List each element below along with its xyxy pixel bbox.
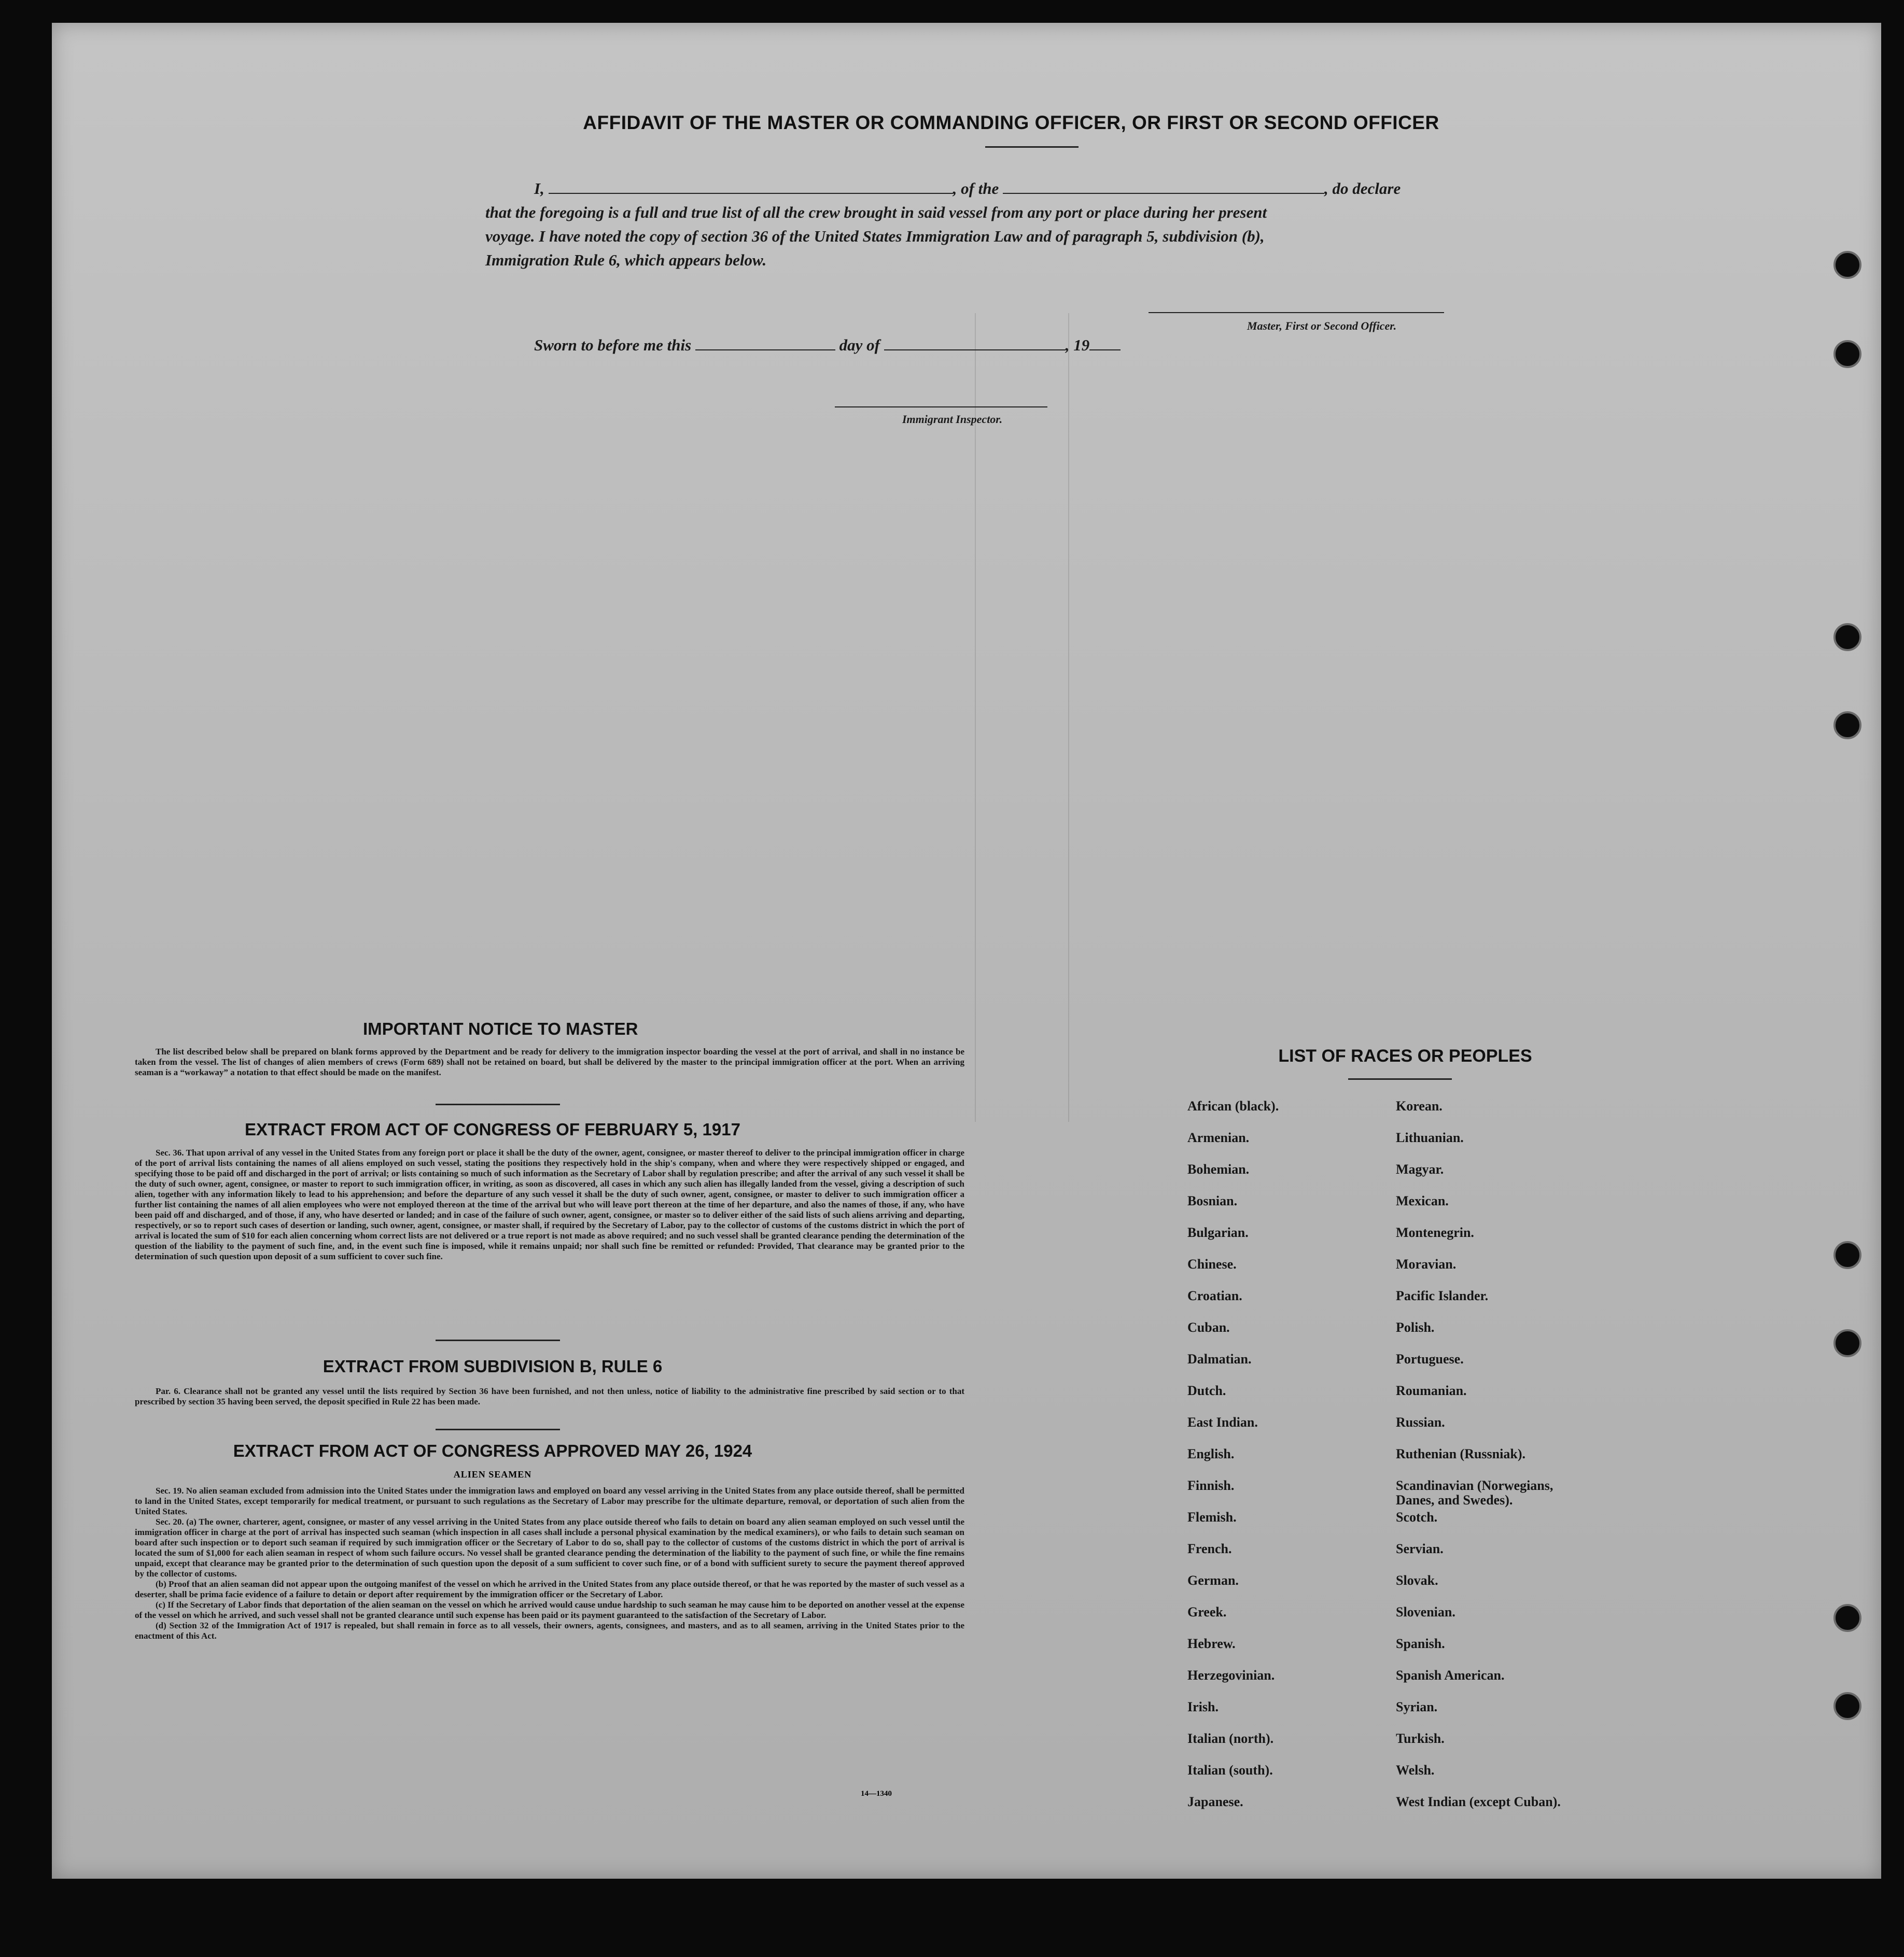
section-19-paragraph: Sec. 19. No alien seaman excluded from admission into the United States under the immigration laws and employed on board any vessel arriving in the United States from any place outside thereof, shall be permitted to land in the United States, except temporarily for medical treatment, or pursuant to such regulations as the Secretary of Labor may prescribe for the ultimate departure, removal, or deportation of such alien from the United States. [135, 1486, 964, 1516]
declarant-name-field[interactable] [549, 180, 953, 194]
race-item-left: Greek. [1187, 1604, 1227, 1620]
race-item-right: Ruthenian (Russniak). [1396, 1446, 1525, 1461]
alien-seamen-subtitle: ALIEN SEAMEN [453, 1469, 532, 1480]
vessel-name-field[interactable] [1003, 180, 1324, 194]
notice-paragraph: The list described below shall be prepared on blank forms approved by the Department and be ready for delivery to the immigration inspector boarding the vessel at the port of arrival, and shall in no instance be taken from the vessel. The list of changes of alien members of crews (Form 689) shall not be retained on board, but shall be delivered by the master to the principal immigration officer at the port. When an arriving seaman is a “workaway” a notation to that effect should be made on the manifest. [135, 1047, 964, 1077]
extract-1917-body [135, 1148, 964, 1262]
sworn-line [534, 336, 1121, 355]
punch-hole [1833, 1692, 1861, 1720]
race-item-right: Lithuanian. [1396, 1130, 1464, 1145]
race-item-right: Spanish. [1396, 1636, 1445, 1651]
race-item-left: Dutch. [1187, 1383, 1226, 1398]
race-item-right: Russian. [1396, 1415, 1445, 1430]
race-item-left: Hebrew. [1187, 1636, 1236, 1651]
section-20b-paragraph: (b) Proof that an alien seaman did not appear upon the outgoing manifest of the vessel on which he arrived in the United States from any place outside thereof, or that he was reported by the master of such vessel as a deserter, shall be prima facie evidence of a failure to detain or deport after requirement by the immigration officer or the Secretary of Labor. [135, 1579, 964, 1599]
race-item-right: Spanish American. [1396, 1668, 1505, 1683]
race-item-left: Italian (south). [1187, 1763, 1273, 1778]
race-item-right: Welsh. [1396, 1763, 1435, 1778]
form-number: 14—1340 [861, 1790, 892, 1798]
race-item-left: Italian (north). [1187, 1731, 1274, 1746]
section-20d-paragraph: (d) Section 32 of the Immigration Act of 1917 is repealed, but shall remain in force as to all vessels, their owners, agents, consignees, and masters, and as to all seamen, arriving in the United States prior to the enactment of this Act. [135, 1621, 964, 1641]
race-item-right: Polish. [1396, 1320, 1435, 1335]
inspector-caption: Immigrant Inspector. [902, 413, 1003, 426]
affidavit-line-3: voyage. I have noted the copy of section 36 of the United States Immigration Law and of paragraph 5, subdivision (b), [485, 227, 1265, 245]
punch-hole [1833, 251, 1861, 279]
affidavit-title: AFFIDAVIT OF THE MASTER OR COMMANDING OFFICER, OR FIRST OR SECOND OFFICER [583, 112, 1439, 133]
race-item-right: Scotch. [1396, 1510, 1438, 1525]
do-declare-label: , do declare [1324, 179, 1401, 198]
extract-1924-body [135, 1486, 964, 1641]
extract-rule6-body [135, 1386, 964, 1407]
section-36-paragraph: Sec. 36. That upon arrival of any vessel in the United States from any foreign port or place it shall be the duty of the owner, agent, consignee, or master thereof to deliver to the principal immigration officer in charge of the port of arrival lists containing the names of all aliens employed on such vessel, stating the positions they respectively hold in the ship's company, when and where they were respectively shipped or engaged, and specifying those to be paid off and discharged in the port of arrival; or lists containing so much of such information as the Secretary of Labor shall by regulation prescribe; and after the arrival of any such vessel it shall be the duty of such owner, agent, consignee, or master to report to such immigration officer, in writing, as soon as discovered, all cases in which any such alien has illegally landed from the vessel, giving a description of such alien, together with any information likely to lead to his apprehension; and before the departure of any such vessel it shall be the duty of such owner, agent, consignee, or master to deliver to such immigration officer a further list containing the names of all alien employees who were not employed thereon at the time of the arrival but who will leave port thereon at the time of her departure, and also the names of those, if any, who have been paid off and discharged, and of those, if any, who have deserted or landed; and in case of the failure of such owner, agent, consignee, or master so to deliver either of the said lists of such aliens arriving and departing, respectively, or so to report such cases of desertion or landing, such owner, agent, consignee, or master shall, if required by the Secretary of Labor, pay to the collector of customs of the customs district in which the port of arrival is located the sum of $10 for each alien concerning whom correct lists are not delivered or a true report is not made as above required; and no such vessel shall be granted clearance pending the determination of the question of the liability to the payment of such fine, and, in the event such fine is imposed, while it remains unpaid; nor shall such fine be remitted or refunded: Provided, That clearance may be granted prior to the determination of such question upon deposit of a sum sufficient to cover such fine. [135, 1148, 964, 1261]
race-item-right: Turkish. [1396, 1731, 1445, 1746]
race-item-left: Bosnian. [1187, 1193, 1238, 1208]
race-item-left: Japanese. [1187, 1794, 1243, 1809]
race-item-left: African (black). [1187, 1099, 1279, 1114]
punch-hole [1833, 340, 1861, 368]
race-item-right: Servian. [1396, 1541, 1444, 1556]
punch-hole [1833, 1241, 1861, 1269]
punch-hole [1833, 1604, 1861, 1632]
race-item-left: Croatian. [1187, 1288, 1242, 1303]
divider [436, 1340, 560, 1341]
sworn-prefix: Sworn to before me this [534, 336, 692, 354]
bleed-rule [1068, 313, 1069, 1122]
divider [436, 1429, 560, 1430]
signature-caption: Master, First or Second Officer. [1247, 319, 1397, 332]
race-item-right: Roumanian. [1396, 1383, 1467, 1398]
race-item-right: Scandinavian (Norwegians, Danes, and Swedes). [1396, 1478, 1553, 1508]
inspector-signature-line[interactable] [835, 406, 1047, 407]
notice-body [135, 1047, 964, 1078]
signature-line[interactable] [1149, 312, 1444, 313]
race-item-right: Slovak. [1396, 1573, 1438, 1588]
race-item-left: Bulgarian. [1187, 1225, 1249, 1240]
of-the-label: , of the [953, 179, 999, 198]
race-item-right: Moravian. [1396, 1257, 1457, 1272]
extract-1917-title: EXTRACT FROM ACT OF CONGRESS OF FEBRUARY 5, 1917 [245, 1120, 740, 1139]
punch-hole [1833, 623, 1861, 651]
race-item-right: Montenegrin. [1396, 1225, 1474, 1240]
race-item-left: Chinese. [1187, 1257, 1237, 1272]
race-item-left: Cuban. [1187, 1320, 1230, 1335]
sworn-year-field[interactable] [1089, 337, 1121, 350]
race-item-left: Armenian. [1187, 1130, 1250, 1145]
declarant-label: I, [534, 179, 544, 198]
punch-hole [1833, 1329, 1861, 1357]
section-20a-paragraph: Sec. 20. (a) The owner, charterer, agent, consignee, or master of any vessel arriving in the United States from any place outside thereof who fails to detain on board any alien seaman employed on such vessel until the immigration officer in charge at the port of arrival has inspected such seaman (which inspection in all cases shall include a personal physical examination by the medical examiners), or who fails to detain such seaman on board after such inspection or to deport such seaman if required by such immigration officer or the Secretary of Labor to do so, shall pay to the collector of customs of the customs district in which the port of arrival is located the sum of $1,000 for each alien seaman in respect of whom such failure occurs. No vessel shall be granted clearance pending the determination of the liability to the payment of such fine, or while the fine remains unpaid, except that clearance may be granted prior to the determination of such question upon the deposit of a sum sufficient to cover such fine, or of a bond with sufficient surety to secure the payment thereof approved by the collector of customs. [135, 1517, 964, 1579]
notice-title: IMPORTANT NOTICE TO MASTER [363, 1019, 638, 1038]
extract-rule6-title: EXTRACT FROM SUBDIVISION B, RULE 6 [323, 1357, 663, 1376]
race-item-right: Magyar. [1396, 1162, 1444, 1177]
race-item-right: Slovenian. [1396, 1604, 1455, 1620]
race-item-left: East Indian. [1187, 1415, 1258, 1430]
race-item-left: Irish. [1187, 1699, 1219, 1714]
day-of-label: day of [839, 336, 880, 354]
year-label: , 19 [1065, 336, 1090, 354]
race-item-right: Syrian. [1396, 1699, 1438, 1714]
divider [1348, 1078, 1452, 1080]
race-item-left: Dalmatian. [1187, 1351, 1252, 1367]
extract-1924-title: EXTRACT FROM ACT OF CONGRESS APPROVED MAY 26, 1924 [233, 1441, 752, 1460]
race-item-left: Herzegovinian. [1187, 1668, 1275, 1683]
sworn-month-field[interactable] [884, 337, 1066, 350]
affidavit-line-2: that the foregoing is a full and true list of all the crew brought in said vessel from any port or place during her present [485, 203, 1267, 221]
race-item-left: German. [1187, 1573, 1239, 1588]
race-item-left: Finnish. [1187, 1478, 1235, 1493]
title-rule [985, 146, 1079, 148]
races-title: LIST OF RACES OR PEOPLES [1278, 1046, 1532, 1066]
race-item-right: Portuguese. [1396, 1351, 1464, 1367]
affidavit-line-1 [534, 179, 1401, 198]
paragraph-6: Par. 6. Clearance shall not be granted any vessel until the lists required by Section 36 have been furnished, and not then unless, notice of liability to the administrative fine prescribed by said section or to that prescribed by section 35 having been served, the deposit specified in Rule 22 has been made. [135, 1386, 964, 1406]
race-item-left: French. [1187, 1541, 1232, 1556]
bleed-rule [975, 313, 976, 1122]
race-item-right: Korean. [1396, 1099, 1443, 1114]
race-item-left: Bohemian. [1187, 1162, 1250, 1177]
section-20c-paragraph: (c) If the Secretary of Labor finds that deportation of the alien seaman on the vessel on which he arrived would cause undue hardship to such seaman he may cause him to be deported on another vessel at the expense of the vessel on which he arrived, and such vessel shall not be granted clearance until such expense has been paid or its payment guaranteed to the satisfaction of the Secretary of Labor. [135, 1600, 964, 1620]
race-item-right: Mexican. [1396, 1193, 1449, 1208]
race-item-right: Pacific Islander. [1396, 1288, 1489, 1303]
sworn-date-field[interactable] [695, 337, 835, 350]
document-sheet [52, 23, 1881, 1879]
punch-hole [1833, 711, 1861, 739]
race-item-left: Flemish. [1187, 1510, 1237, 1525]
race-item-left: English. [1187, 1446, 1235, 1461]
divider [436, 1104, 560, 1105]
affidavit-line-4: Immigration Rule 6, which appears below. [485, 251, 767, 269]
race-item-right: West Indian (except Cuban). [1396, 1794, 1561, 1809]
